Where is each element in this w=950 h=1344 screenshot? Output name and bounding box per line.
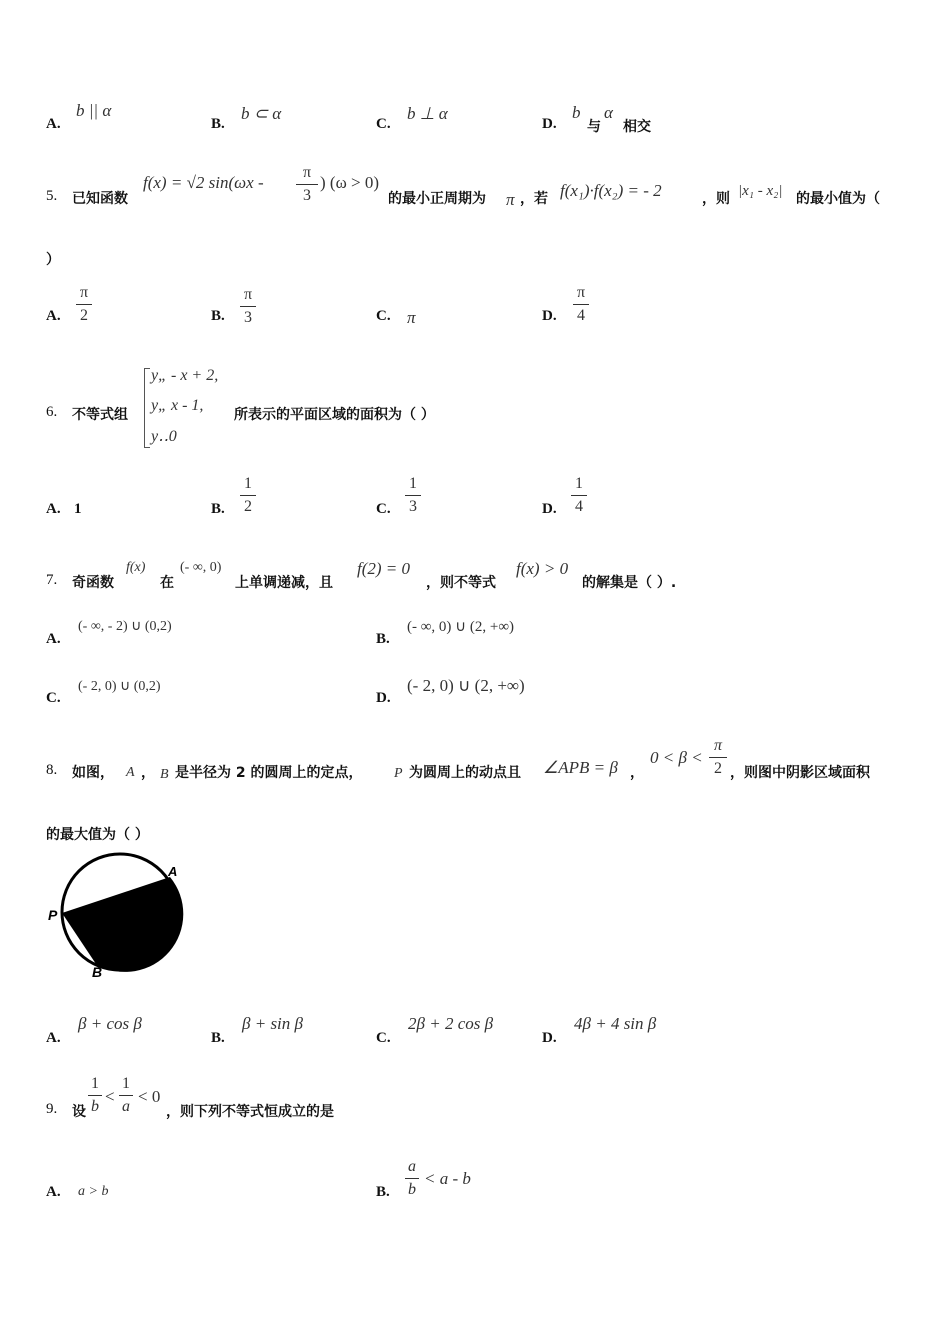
q8-number: 8. [46, 762, 58, 778]
q6-option-b-frac [240, 475, 256, 516]
q6-number: 6. [46, 404, 58, 420]
q6-brace [144, 368, 150, 448]
q9-option-a-label[interactable]: A. [46, 1184, 61, 1200]
q5-cond: ) (ω > 0) [320, 173, 380, 192]
q7-option-b-label[interactable]: B. [376, 631, 390, 647]
q8-comma: ， [141, 765, 155, 781]
q5-period: π [506, 190, 515, 209]
q5-option-a-den: 2 [80, 307, 88, 324]
q5-option-d-num: π [576, 284, 586, 301]
q7-text1: 奇函数 [72, 575, 114, 591]
q9-option-b-label[interactable]: B. [376, 1184, 390, 1200]
q9-option-a-math: a > b [78, 1184, 109, 1199]
q7-option-d-math: (- 2, 0) ∪ (2, +∞) [407, 676, 525, 695]
q9-frac1-den: b [91, 1098, 99, 1115]
q9-frac-1-over-a [119, 1075, 133, 1116]
q5-option-b-frac [240, 286, 256, 327]
q5-text2: 的最小正周期为 [388, 191, 486, 207]
q6-line1: y„ - x + 2, [151, 367, 219, 384]
q8-option-a-label[interactable]: A. [46, 1030, 61, 1046]
q9-frac2-num: 1 [122, 1075, 130, 1092]
q6-option-b-label[interactable]: B. [211, 501, 225, 517]
q8-option-a-math: β + cos β [78, 1014, 142, 1033]
q9-option-b-den: b [408, 1181, 416, 1198]
q6-option-d-label[interactable]: D. [542, 501, 557, 517]
q4-option-a-math: b || α [76, 101, 112, 120]
q8-text1: 如图， [72, 765, 114, 781]
q8-two: 2 [714, 760, 722, 777]
q7-text2: 在 [160, 575, 174, 591]
q7-ineq: f(x) > 0 [516, 559, 569, 578]
q4-option-c-math: b ⊥ α [407, 104, 448, 123]
q8-A: A [126, 765, 135, 780]
q9-number: 9. [46, 1101, 58, 1117]
q8-option-b-math: β + sin β [242, 1014, 303, 1033]
q8-text2: 是半径为 2 的圆周上的定点， [175, 765, 363, 781]
q7-text3: 上单调递减，且 [235, 575, 333, 591]
q5-option-d-den: 4 [577, 307, 585, 324]
q7-option-d-label[interactable]: D. [376, 690, 391, 706]
q5-text3: ，若 [520, 191, 548, 207]
q8-pi-over-2 [709, 737, 727, 778]
q5-text5: 的最小值为（ [796, 191, 880, 207]
q6-option-c-num: 1 [409, 475, 417, 492]
q5-absval: |x₁ - x₂| [738, 183, 783, 199]
q7-option-c-label[interactable]: C. [46, 690, 61, 706]
q5-product: f(x₁)·f(x₂) = - 2 [560, 181, 662, 200]
q6-option-b-num: 1 [244, 475, 252, 492]
q6-line3: y‥0 [151, 428, 177, 445]
q8-angle: ∠APB = β [543, 758, 618, 777]
q4-option-d-text2: 相交 [623, 119, 651, 135]
q6-text1: 不等式组 [72, 407, 128, 423]
q5-option-a-frac [76, 284, 92, 325]
q8-figure [44, 850, 184, 980]
q5-text4: ，则 [702, 191, 730, 207]
q8-figure-label-a: A [168, 864, 178, 879]
q5-option-a-label[interactable]: A. [46, 308, 61, 324]
q5-number: 5. [46, 188, 58, 204]
q8-option-c-math: 2β + 2 cos β [408, 1014, 494, 1033]
q7-interval: (- ∞, 0) [180, 560, 222, 575]
q6-option-d-num: 1 [575, 475, 583, 492]
q5-pi-over-3 [296, 164, 318, 205]
q7-text5: 的解集是（ ）. [582, 575, 677, 591]
q5-option-b-label[interactable]: B. [211, 308, 225, 324]
q8-option-d-math: 4β + 4 sin β [574, 1014, 657, 1033]
q8-figure-shaded-region [62, 877, 183, 972]
q6-option-c-label[interactable]: C. [376, 501, 391, 517]
q7-option-b-math: (- ∞, 0) ∪ (2, +∞) [407, 619, 515, 635]
q9-lt: < [105, 1087, 115, 1106]
q9-option-b-rest: < a - b [424, 1169, 471, 1188]
q7-f2: f(2) = 0 [357, 559, 411, 578]
q8-text5: ，则图中阴影区域面积 [730, 765, 870, 781]
q5-option-d-label[interactable]: D. [542, 308, 557, 324]
q6-option-a-label[interactable]: A. [46, 501, 61, 517]
q6-option-d-frac [571, 475, 587, 516]
q4-option-d-math-b: b [572, 103, 581, 122]
q6-option-c-den: 3 [409, 498, 417, 515]
q5-option-a-num: π [79, 284, 89, 301]
q9-frac2-den: a [122, 1098, 130, 1115]
q5-option-b-den: 3 [244, 309, 252, 326]
q8-option-c-label[interactable]: C. [376, 1030, 391, 1046]
q6-option-c-frac [405, 475, 421, 516]
q8-pi: π [713, 737, 722, 754]
q6-option-b-den: 2 [244, 498, 252, 515]
q5-close-paren: ） [46, 252, 60, 268]
q7-number: 7. [46, 572, 58, 588]
q8-B: B [160, 767, 169, 782]
q4-option-b-math: b ⊂ α [241, 104, 282, 123]
q4-option-a-label[interactable]: A. [46, 116, 61, 132]
q9-text2: ，则下列不等式恒成立的是 [166, 1104, 334, 1120]
q5-option-d-frac [573, 284, 589, 325]
q7-option-a-label[interactable]: A. [46, 631, 61, 647]
q5-pi: π [302, 164, 312, 181]
q4-option-d-math-a: α [604, 103, 613, 122]
q8-P: P [394, 766, 403, 781]
q7-option-a-math: (- ∞, - 2) ∪ (0,2) [78, 619, 172, 634]
q5-option-c-label[interactable]: C. [376, 308, 391, 324]
q8-figure-label-p: P [48, 907, 58, 923]
q5-func: f(x) = √2 sin(ωx - [143, 173, 264, 192]
q4-option-d-label[interactable]: D. [542, 116, 557, 132]
q8-line2: 的最大值为（ ） [46, 827, 149, 843]
q6-line2: y„ x - 1, [151, 397, 204, 414]
q7-option-c-math: (- 2, 0) ∪ (0,2) [78, 679, 161, 694]
q5-option-c-val: π [407, 308, 416, 327]
q7-text4: ，则不等式 [426, 575, 496, 591]
q4-option-c-label[interactable]: C. [376, 116, 391, 132]
q9-frac-1-over-b [88, 1075, 102, 1116]
q6-option-d-den: 4 [575, 498, 583, 515]
q8-text4: ， [630, 765, 644, 781]
q8-option-d-label[interactable]: D. [542, 1030, 557, 1046]
q8-option-b-label[interactable]: B. [211, 1030, 225, 1046]
q6-text2: 所表示的平面区域的面积为（ ） [234, 407, 435, 423]
q5-three: 3 [303, 187, 311, 204]
q8-figure-label-b: B [92, 964, 103, 980]
q5-text1: 已知函数 [72, 191, 128, 207]
q7-fx: f(x) [126, 560, 146, 575]
q8-range-left: 0 < β < [650, 748, 703, 767]
q4-option-d-text1: 与 [587, 119, 601, 135]
q8-text3: 为圆周上的动点且 [409, 765, 521, 781]
q9-text1: 设 [72, 1104, 86, 1120]
q6-option-a-val: 1 [74, 501, 82, 517]
q4-option-b-label[interactable]: B. [211, 116, 225, 132]
q9-frac1-num: 1 [91, 1075, 99, 1092]
q5-option-b-num: π [243, 286, 253, 303]
q9-lt0: < 0 [138, 1087, 161, 1106]
q9-option-b-num: a [408, 1158, 416, 1175]
q9-option-b-frac [405, 1158, 419, 1199]
